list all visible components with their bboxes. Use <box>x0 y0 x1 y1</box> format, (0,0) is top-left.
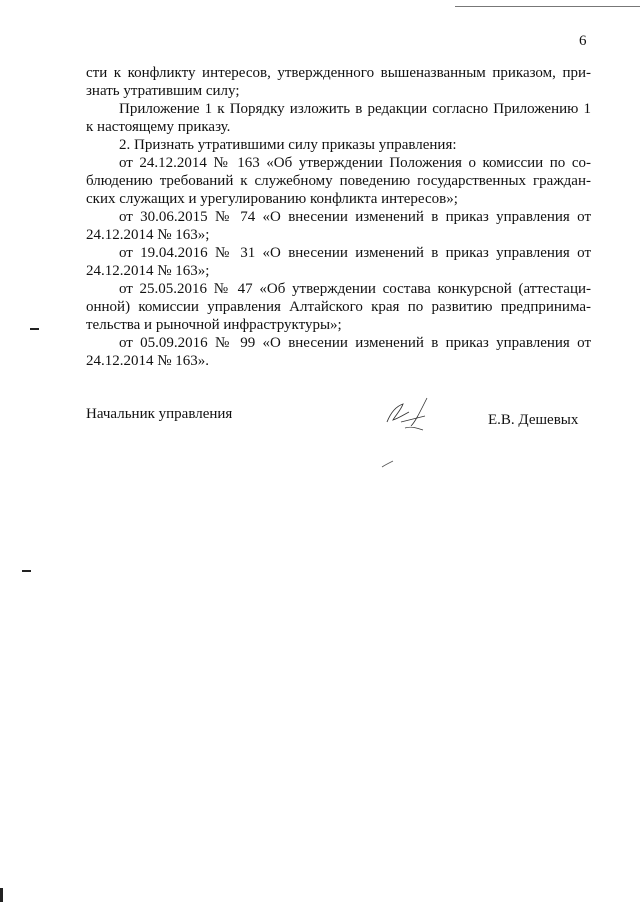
text-line: от 05.09.2016 № 99 «О внесении изменений в приказ управления от <box>119 335 591 351</box>
signatory-name: Е.В. Дешевых <box>488 412 579 428</box>
top-scan-rule <box>455 6 640 7</box>
signatory-role: Начальник управления <box>86 406 233 422</box>
text-line: от 25.05.2016 № 47 «Об утверждении состава конкурсной (аттестаци- <box>119 281 591 297</box>
scan-mark <box>0 888 3 902</box>
text-line: тельства и рыночной инфраструктуры»; <box>86 317 342 333</box>
text-line: онной) комиссии управления Алтайского края по развитию предпринима- <box>86 299 591 315</box>
text-line: от 24.12.2014 № 163 «Об утверждении Положения о комиссии по со- <box>119 155 591 171</box>
handwritten-signature <box>375 392 445 442</box>
text-line: 2. Признать утратившими силу приказы управления: <box>119 137 457 153</box>
text-line: блюдению требований к служебному поведению государственных граждан- <box>86 173 591 189</box>
text-line: 24.12.2014 № 163»; <box>86 263 210 279</box>
text-line: знать утратившим силу; <box>86 83 240 99</box>
text-line: сти к конфликту интересов, утвержденного вышеназванным приказом, при- <box>86 65 591 81</box>
text-line: 24.12.2014 № 163». <box>86 353 210 369</box>
scan-mark <box>22 570 31 572</box>
text-line: от 19.04.2016 № 31 «О внесении изменений в приказ управления от <box>119 245 591 261</box>
text-line: к настоящему приказу. <box>86 119 231 135</box>
text-line: 24.12.2014 № 163»; <box>86 227 210 243</box>
text-line: ских служащих и урегулированию конфликта интересов»; <box>86 191 458 207</box>
scan-mark <box>30 328 39 330</box>
ink-mark <box>380 458 396 470</box>
text-line: от 30.06.2015 № 74 «О внесении изменений в приказ управления от <box>119 209 591 225</box>
text-line: Приложение 1 к Порядку изложить в редакции согласно Приложению 1 <box>119 101 591 117</box>
page-number: 6 <box>579 33 587 49</box>
